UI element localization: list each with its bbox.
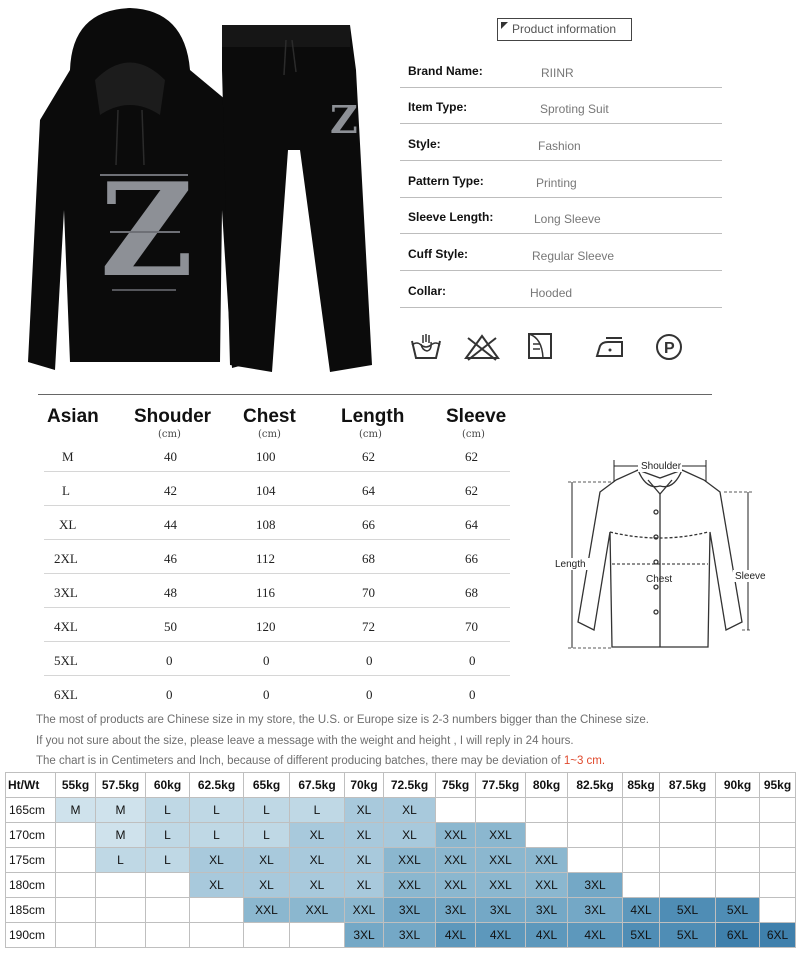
height-row (6, 823, 796, 848)
measurement-diagram (548, 452, 773, 662)
height-weight-chart (5, 772, 796, 948)
info-label: Brand Name: (408, 64, 483, 78)
info-label: Sleeve Length: (408, 210, 494, 224)
info-row-item-type (400, 88, 722, 124)
size-cell: 5XL (54, 653, 78, 668)
size-recommendation-cell: L (290, 798, 345, 823)
size-recommendation-cell (96, 898, 146, 923)
size-recommendation-cell (660, 798, 716, 823)
size-recommendation-cell: 6XL (760, 923, 796, 948)
height-row (6, 898, 796, 923)
size-recommendation-cell: XXL (476, 823, 526, 848)
weight-header: 85kg (623, 773, 660, 798)
size-recommendation-cell (146, 873, 190, 898)
size-recommendation-cell (660, 823, 716, 848)
size-recommendation-cell (716, 848, 760, 873)
size-cell: 68 (465, 585, 478, 600)
note-line-1: The most of products are Chinese size in my store, the U.S. or Europe size is 2-3 numbers bigger than the Chinese size. (36, 714, 649, 726)
size-cell: 4XL (54, 619, 78, 634)
weight-header: 70kg (345, 773, 384, 798)
corner-label: Ht/Wt (6, 773, 56, 798)
size-cell: 0 (469, 687, 476, 702)
size-recommendation-cell (190, 898, 244, 923)
size-cell: 42 (164, 483, 177, 498)
info-row-collar (400, 272, 722, 308)
pants-image (222, 25, 372, 372)
size-cell: 46 (164, 551, 177, 566)
weight-header: 67.5kg (290, 773, 345, 798)
info-row-style (400, 125, 722, 161)
size-recommendation-cell: XL (290, 873, 345, 898)
size-recommendation-cell: XL (290, 823, 345, 848)
weight-header: 90kg (716, 773, 760, 798)
size-recommendation-cell: 4XL (436, 923, 476, 948)
corner-marker-icon (501, 22, 508, 29)
size-recommendation-cell (660, 873, 716, 898)
size-cell: 70 (362, 585, 375, 600)
size-row (44, 438, 510, 472)
dry-clean-p-icon (654, 332, 684, 362)
size-recommendation-cell: 4XL (623, 898, 660, 923)
size-cell: 62 (465, 449, 478, 464)
size-cell: 62 (362, 449, 375, 464)
do-not-bleach-icon (464, 332, 500, 362)
size-recommendation-cell (56, 873, 96, 898)
size-row (44, 506, 510, 540)
product-info-header (497, 18, 632, 41)
size-recommendation-cell (623, 823, 660, 848)
size-cell: 0 (166, 687, 173, 702)
hand-wash-icon (409, 332, 443, 362)
size-cell: 62 (465, 483, 478, 498)
size-recommendation-cell (290, 923, 345, 948)
size-recommendation-cell: M (56, 798, 96, 823)
size-recommendation-cell: L (146, 848, 190, 873)
size-recommendation-cell: 3XL (345, 923, 384, 948)
weight-header: 60kg (146, 773, 190, 798)
size-recommendation-cell: L (146, 823, 190, 848)
size-recommendation-cell (760, 848, 796, 873)
unit-label: (cm) (462, 429, 485, 440)
size-recommendation-cell (716, 873, 760, 898)
size-cell: 64 (465, 517, 478, 532)
size-recommendation-cell: 4XL (526, 923, 568, 948)
weight-header: 82.5kg (568, 773, 623, 798)
height-label: 165cm (6, 798, 56, 823)
tumble-dry-icon (526, 332, 554, 360)
size-recommendation-cell: L (244, 798, 290, 823)
size-cell: 108 (256, 517, 276, 532)
size-recommendation-cell: M (96, 823, 146, 848)
size-cell: 40 (164, 449, 177, 464)
unit-label: (cm) (258, 429, 281, 440)
size-recommendation-cell: 4XL (568, 923, 623, 948)
height-label: 190cm (6, 923, 56, 948)
size-recommendation-cell: XL (345, 798, 384, 823)
size-recommendation-cell: 5XL (660, 923, 716, 948)
size-cell: 2XL (54, 551, 78, 566)
iron-icon (594, 332, 626, 360)
size-recommendation-cell (760, 873, 796, 898)
size-cell: 0 (366, 687, 373, 702)
size-recommendation-cell (476, 798, 526, 823)
size-recommendation-cell: 3XL (568, 873, 623, 898)
size-row (44, 608, 510, 642)
size-row (44, 574, 510, 608)
size-recommendation-cell (56, 848, 96, 873)
diagram-label-length: Length (555, 559, 586, 570)
weight-header: 62.5kg (190, 773, 244, 798)
diagram-label-chest: Chest (646, 574, 673, 585)
info-value: Sproting Suit (540, 102, 609, 116)
size-recommendation-cell (568, 798, 623, 823)
info-label: Item Type: (408, 100, 468, 114)
size-recommendation-cell: L (146, 798, 190, 823)
size-recommendation-cell: L (96, 848, 146, 873)
info-value: Hooded (530, 286, 573, 300)
weight-header: 95kg (760, 773, 796, 798)
size-cell: M (62, 449, 74, 464)
size-recommendation-cell: XXL (436, 848, 476, 873)
care-icons (405, 332, 705, 366)
size-cell: 66 (362, 517, 375, 532)
size-row (44, 676, 510, 710)
size-cell: 50 (164, 619, 177, 634)
size-cell: 0 (166, 653, 173, 668)
info-value: Regular Sleeve (532, 249, 615, 263)
info-label: Cuff Style: (408, 247, 468, 261)
size-recommendation-cell (623, 848, 660, 873)
size-recommendation-cell: XXL (436, 873, 476, 898)
size-recommendation-cell (660, 848, 716, 873)
info-value: Fashion (538, 139, 581, 153)
info-value: Long Sleeve (534, 212, 601, 226)
height-weight-body (6, 798, 796, 948)
size-recommendation-cell: M (96, 798, 146, 823)
size-cell: 0 (263, 653, 270, 668)
size-cell: 100 (256, 449, 276, 464)
size-recommendation-cell: XXL (244, 898, 290, 923)
size-recommendation-cell (760, 898, 796, 923)
section-divider (38, 394, 712, 395)
size-recommendation-cell: 5XL (716, 898, 760, 923)
info-label: Pattern Type: (408, 174, 484, 188)
info-row-brand (400, 52, 722, 88)
svg-text:P: P (664, 340, 675, 357)
size-cell: 0 (366, 653, 373, 668)
size-recommendation-cell (436, 798, 476, 823)
weight-header: 87.5kg (660, 773, 716, 798)
weight-header: 77.5kg (476, 773, 526, 798)
size-recommendation-cell: XL (345, 823, 384, 848)
size-cell: 3XL (54, 585, 78, 600)
size-recommendation-cell: L (244, 823, 290, 848)
size-recommendation-cell: XXL (436, 823, 476, 848)
size-recommendation-cell (568, 848, 623, 873)
size-recommendation-cell: 5XL (660, 898, 716, 923)
info-row-cuff-style (400, 235, 722, 271)
size-recommendation-cell: 3XL (384, 898, 436, 923)
weight-header: 72.5kg (384, 773, 436, 798)
height-row (6, 873, 796, 898)
size-recommendation-cell: XL (290, 848, 345, 873)
hoodie-print: Z (100, 156, 194, 306)
size-recommendation-cell: XXL (476, 873, 526, 898)
size-recommendation-cell (716, 798, 760, 823)
size-recommendation-cell: XL (345, 848, 384, 873)
size-cell: 116 (256, 585, 276, 600)
size-cell: 104 (256, 483, 276, 498)
size-recommendation-cell: XL (384, 823, 436, 848)
note-line-3-text: The chart is in Centimeters and Inch, because of different producing batches, there may be deviation of (36, 755, 564, 767)
height-label: 170cm (6, 823, 56, 848)
size-recommendation-cell: 4XL (476, 923, 526, 948)
note-line-3 (36, 755, 605, 767)
size-recommendation-cell (96, 873, 146, 898)
unit-label: (cm) (359, 429, 382, 440)
size-recommendation-cell: L (190, 798, 244, 823)
size-cell: 66 (465, 551, 478, 566)
size-recommendation-cell (760, 823, 796, 848)
size-recommendation-cell (190, 923, 244, 948)
size-recommendation-cell (623, 873, 660, 898)
size-header-length: Length (341, 406, 405, 427)
info-value: Printing (536, 176, 577, 190)
size-cell: 120 (256, 619, 276, 634)
size-cell: 64 (362, 483, 375, 498)
size-recommendation-cell (526, 798, 568, 823)
size-recommendation-cell (568, 823, 623, 848)
height-label: 175cm (6, 848, 56, 873)
height-row (6, 798, 796, 823)
size-row (44, 472, 510, 506)
height-label: 185cm (6, 898, 56, 923)
size-recommendation-cell: XXL (526, 848, 568, 873)
size-recommendation-cell: 3XL (476, 898, 526, 923)
weight-header: 80kg (526, 773, 568, 798)
size-cell: 0 (263, 687, 270, 702)
size-recommendation-cell: XL (190, 873, 244, 898)
size-recommendation-cell (623, 798, 660, 823)
size-cell: 44 (164, 517, 177, 532)
size-recommendation-cell: L (190, 823, 244, 848)
diagram-label-shoulder: Shoulder (641, 461, 682, 472)
size-recommendation-cell (96, 923, 146, 948)
size-recommendation-cell: XXL (526, 873, 568, 898)
size-recommendation-cell: XXL (384, 873, 436, 898)
size-cell: L (62, 483, 70, 498)
size-recommendation-cell: XL (244, 848, 290, 873)
size-header-shoulder: Shouder (134, 406, 212, 427)
size-cell: 0 (469, 653, 476, 668)
size-recommendation-cell (56, 898, 96, 923)
size-recommendation-cell: XXL (384, 848, 436, 873)
size-recommendation-cell (56, 923, 96, 948)
size-row (44, 642, 510, 676)
info-row-pattern-type (400, 162, 722, 198)
diagram-label-sleeve: Sleeve (735, 571, 766, 582)
size-recommendation-cell (760, 798, 796, 823)
size-recommendation-cell: 3XL (526, 898, 568, 923)
size-recommendation-cell: 3XL (568, 898, 623, 923)
size-recommendation-cell (526, 823, 568, 848)
size-cell: 68 (362, 551, 375, 566)
size-cell: 112 (256, 551, 276, 566)
info-row-sleeve-length (400, 198, 722, 234)
height-label: 180cm (6, 873, 56, 898)
size-cell: 6XL (54, 687, 78, 702)
size-recommendation-cell (146, 898, 190, 923)
size-recommendation-cell (244, 923, 290, 948)
size-recommendation-cell: 3XL (384, 923, 436, 948)
size-recommendation-cell: 5XL (623, 923, 660, 948)
deviation-highlight: 1~3 cm. (563, 755, 606, 767)
size-recommendation-cell: XL (345, 873, 384, 898)
size-recommendation-cell (56, 823, 96, 848)
product-photo (0, 0, 395, 385)
unit-label: (cm) (158, 429, 181, 440)
size-cell: 70 (465, 619, 478, 634)
height-row (6, 923, 796, 948)
size-recommendation-cell: XL (190, 848, 244, 873)
size-cell: 72 (362, 619, 375, 634)
info-value: RIINR (541, 66, 574, 80)
shirt-outline (578, 470, 742, 647)
size-recommendation-cell: XXL (345, 898, 384, 923)
size-recommendation-cell: XL (244, 873, 290, 898)
size-recommendation-cell: XXL (476, 848, 526, 873)
size-recommendation-cell: XL (384, 798, 436, 823)
weight-header: 75kg (436, 773, 476, 798)
size-recommendation-cell: 6XL (716, 923, 760, 948)
note-line-2: If you not sure about the size, please leave a message with the weight and height , I will reply in 24 hours. (36, 735, 574, 747)
size-recommendation-cell: XXL (290, 898, 345, 923)
product-info-title: Product information (512, 22, 617, 36)
size-header-asian: Asian (47, 406, 99, 427)
size-row (44, 540, 510, 574)
info-label: Style: (408, 137, 441, 151)
size-recommendation-cell: 3XL (436, 898, 476, 923)
info-label: Collar: (408, 284, 447, 298)
size-cell: XL (59, 517, 77, 532)
size-recommendation-cell (146, 923, 190, 948)
size-header-sleeve: Sleeve (446, 406, 507, 427)
size-recommendation-cell (716, 823, 760, 848)
pants-print: Z (330, 97, 358, 142)
weight-header: 57.5kg (96, 773, 146, 798)
weight-header-row (6, 773, 796, 798)
weight-header: 65kg (244, 773, 290, 798)
height-row (6, 848, 796, 873)
size-cell: 48 (164, 585, 177, 600)
size-header-chest: Chest (243, 406, 296, 427)
weight-header: 55kg (56, 773, 96, 798)
